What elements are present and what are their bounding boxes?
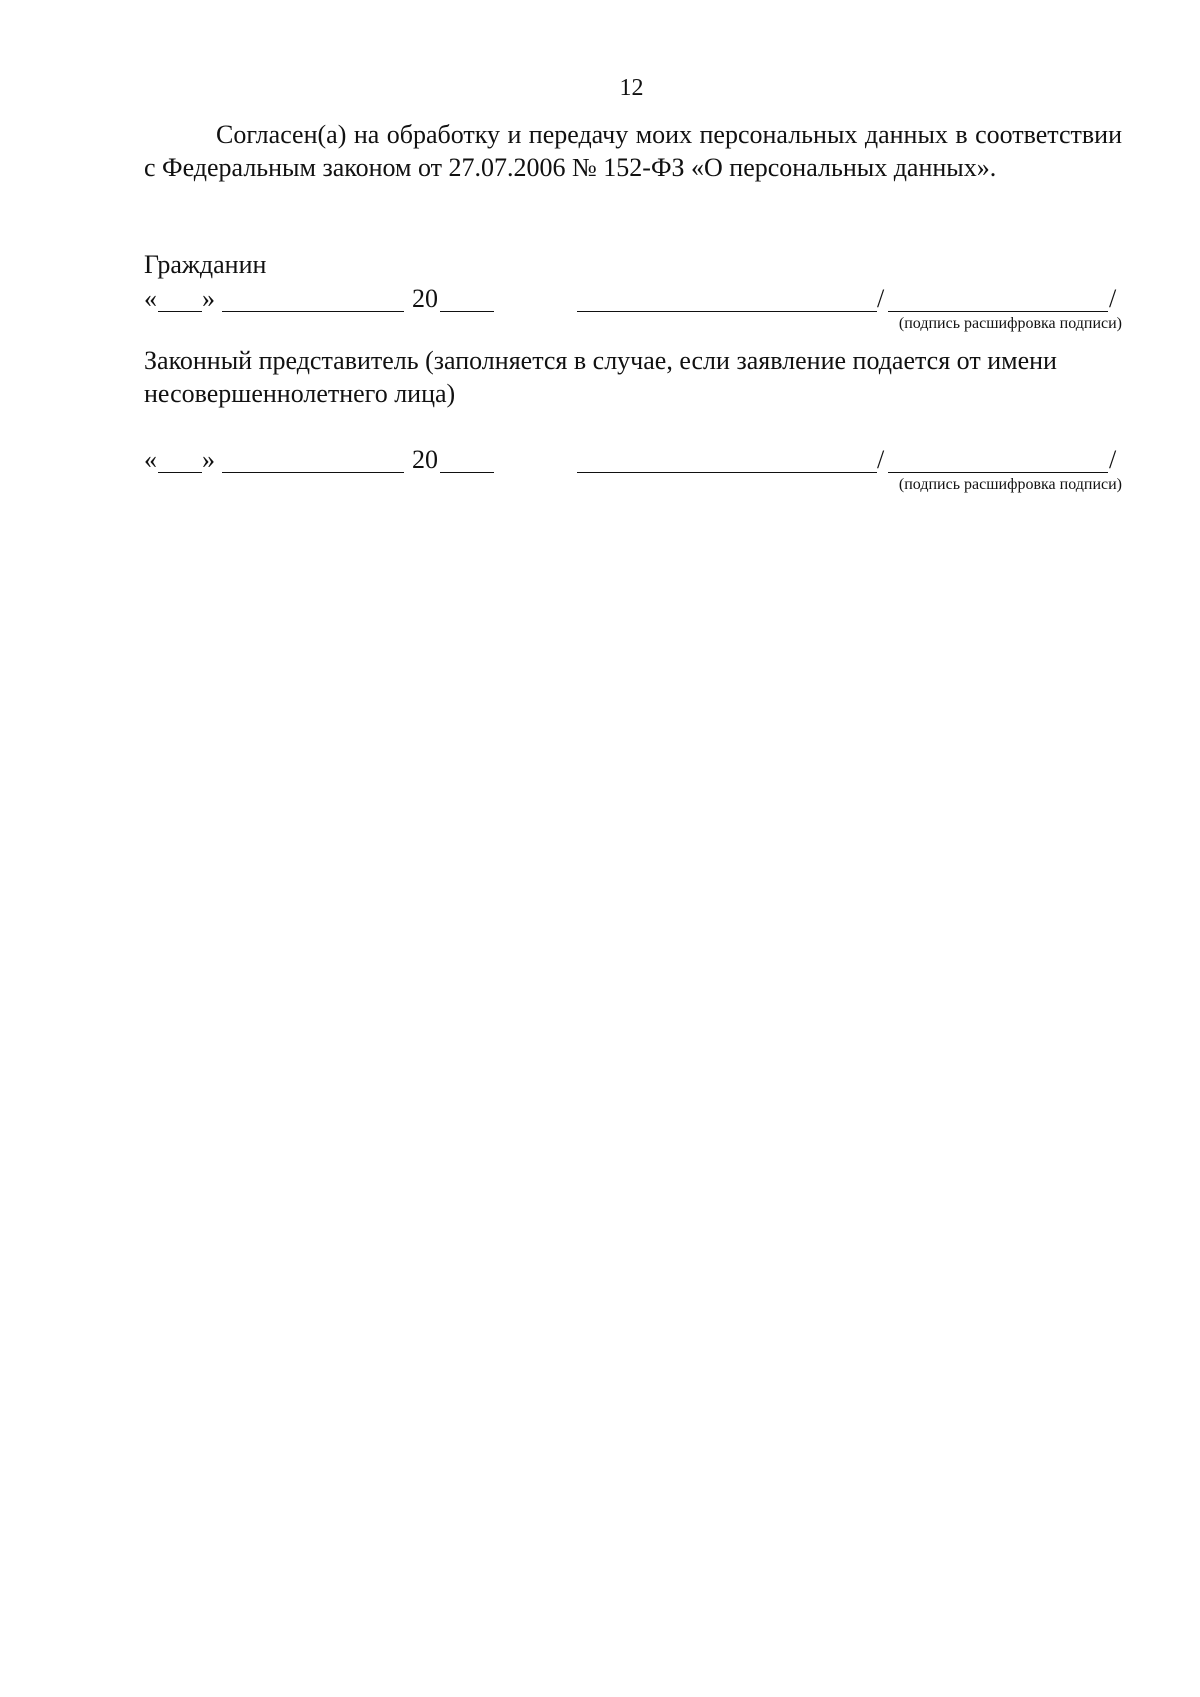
signature-blank	[577, 311, 877, 312]
representative-text: Законный представитель (заполняется в случае, если заявление подается от имени несовершеннолетнего лица)	[144, 346, 1057, 408]
representative-signature-caption: (подпись расшифровка подписи)	[898, 476, 1122, 493]
signature-slash-end: /	[1109, 445, 1117, 474]
date-quote-close: »	[202, 284, 215, 313]
signature-decoding-blank	[888, 311, 1108, 312]
day-blank	[158, 311, 202, 312]
signature-decoding-blank	[888, 472, 1108, 473]
date-quote-close: »	[202, 445, 215, 474]
year-blank	[440, 472, 494, 473]
citizen-heading: Гражданин	[144, 250, 267, 279]
signature-slash: /	[877, 284, 885, 313]
date-quote-open: «	[144, 284, 157, 313]
year-prefix: 20	[412, 284, 438, 313]
representative-signature-row	[144, 443, 1122, 477]
month-blank	[222, 311, 404, 312]
day-blank	[158, 472, 202, 473]
year-prefix: 20	[412, 445, 438, 474]
signature-blank	[577, 472, 877, 473]
consent-paragraph: Согласен(а) на обработку и передачу моих персональных данных в соответствии с Федеральным законом от 27.07.2006 № 152-ФЗ «О персональных данных».	[144, 120, 1122, 182]
signature-slash: /	[877, 445, 885, 474]
page-number: 12	[619, 75, 644, 101]
month-blank	[222, 472, 404, 473]
year-blank	[440, 311, 494, 312]
citizen-signature-caption: (подпись расшифровка подписи)	[898, 315, 1122, 332]
signature-slash-end: /	[1109, 284, 1117, 313]
date-quote-open: «	[144, 445, 157, 474]
citizen-signature-row	[144, 282, 1122, 316]
